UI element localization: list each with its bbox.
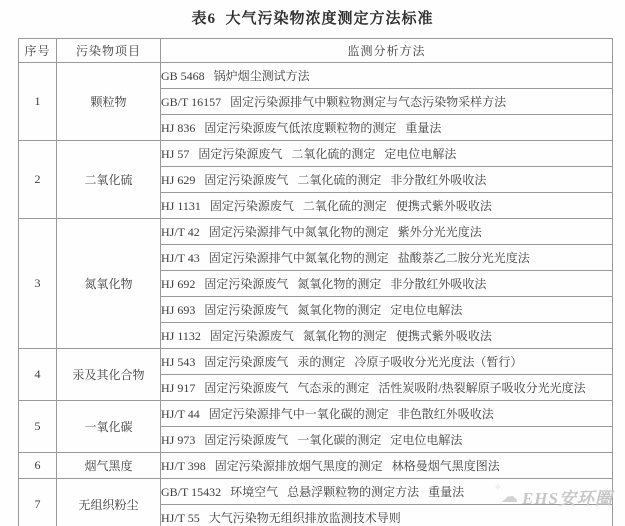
pollutant-name: 二氧化硫 bbox=[57, 141, 161, 219]
standards-table bbox=[18, 38, 613, 526]
watermark-cloud-icon: ☁ ✧ bbox=[493, 482, 518, 506]
method-cell: GB/T 15432 环境空气 总悬浮颗粒物的测定方法 重量法 bbox=[161, 479, 613, 505]
method-cell: HJ 693 固定污染源废气 氮氧化物的测定 定电位电解法 bbox=[161, 297, 613, 323]
table-header-row bbox=[19, 39, 613, 63]
method-cell: HJ 692 固定污染源废气 氮氧化物的测定 非分散红外吸收法 bbox=[161, 271, 613, 297]
table-row bbox=[19, 479, 613, 505]
method-cell: HJ 1131 固定污染源废气 二氧化硫的测定 便携式紫外吸收法 bbox=[161, 193, 613, 219]
pollutant-name: 汞及其化合物 bbox=[57, 349, 161, 401]
watermark-sparkle-icon: ✧ bbox=[493, 482, 502, 492]
table-title: 表6 大气污染物浓度测定方法标准 bbox=[191, 11, 434, 27]
table-row bbox=[19, 141, 613, 167]
method-cell: GB/T 16157 固定污染源排气中颗粒物测定与气态污染物采样方法 bbox=[161, 89, 613, 115]
method-cell: HJ/T 43 固定污染源排气中氮氧化物的测定 盐酸萘乙二胺分光光度法 bbox=[161, 245, 613, 271]
pollutant-name: 一氧化碳 bbox=[57, 401, 161, 453]
method-cell: HJ 973 固定污染源废气 一氧化碳的测定 定电位电解法 bbox=[161, 427, 613, 453]
method-cell: HJ/T 55 大气污染物无组织排放监测技术导则 bbox=[161, 505, 613, 526]
method-cell: HJ/T 44 固定污染源排气中一氧化碳的测定 非色散红外吸收法 bbox=[161, 401, 613, 427]
table-row bbox=[19, 349, 613, 375]
table-row bbox=[19, 219, 613, 245]
method-cell: HJ 836 固定污染源废气低浓度颗粒物的测定 重量法 bbox=[161, 115, 613, 141]
row-number: 7 bbox=[19, 479, 57, 526]
col-header-method: 监测分析方法 bbox=[161, 39, 613, 63]
method-cell: HJ 543 固定污染源废气 汞的测定 冷原子吸收分光光度法（暂行） bbox=[161, 349, 613, 375]
row-number: 2 bbox=[19, 141, 57, 219]
method-cell: HJ 629 固定污染源废气 二氧化硫的测定 非分散红外吸收法 bbox=[161, 167, 613, 193]
row-number: 3 bbox=[19, 219, 57, 349]
method-cell: HJ 1132 固定污染源废气 氮氧化物的测定 便携式紫外吸收法 bbox=[161, 323, 613, 349]
table-row bbox=[19, 453, 613, 479]
row-number: 4 bbox=[19, 349, 57, 401]
table-row bbox=[19, 401, 613, 427]
pollutant-name: 颗粒物 bbox=[57, 63, 161, 141]
method-cell: GB 5468 锅炉烟尘测试方法 bbox=[161, 63, 613, 89]
pollutant-name: 氮氧化物 bbox=[57, 219, 161, 349]
method-cell: HJ/T 398 固定污染源排放烟气黑度的测定 林格曼烟气黑度图法 bbox=[161, 453, 613, 479]
col-header-no: 序号 bbox=[19, 39, 57, 63]
col-header-pollutant: 污染物项目 bbox=[57, 39, 161, 63]
pollutant-name: 无组织粉尘 bbox=[57, 479, 161, 526]
table-row bbox=[19, 63, 613, 89]
row-number: 1 bbox=[19, 63, 57, 141]
row-number: 5 bbox=[19, 401, 57, 453]
method-cell: HJ 57 固定污染源废气 二氧化硫的测定 定电位电解法 bbox=[161, 141, 613, 167]
pollutant-name: 烟气黑度 bbox=[57, 453, 161, 479]
row-number: 6 bbox=[19, 453, 57, 479]
watermark-text: EHS安环圈 bbox=[521, 489, 613, 508]
method-cell: HJ 917 固定污染源废气 气态汞的测定 活性炭吸附/热裂解原子吸收分光光度法 bbox=[161, 375, 613, 401]
method-cell: HJ/T 42 固定污染源排气中氮氧化物的测定 紫外分光光度法 bbox=[161, 219, 613, 245]
